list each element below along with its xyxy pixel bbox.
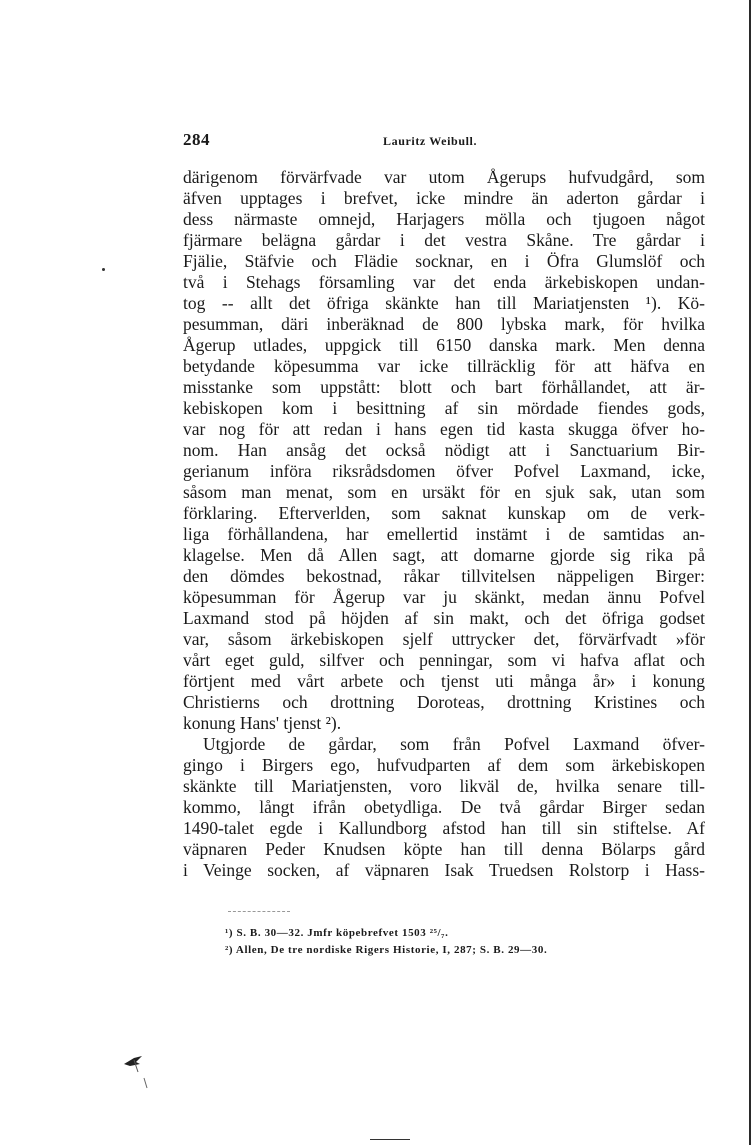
text-line: klagelse. Men då Allen sagt, att domarne gjorde sig rika på [183, 545, 705, 565]
margin-dot [102, 268, 105, 271]
text-line: pesumman, däri inberäknad de 800 lybska mark, för hvilka [183, 314, 705, 334]
text-line: betydande köpesumma var icke tillräcklig för att häfva en [183, 356, 705, 376]
text-line: gerianum införa riksrådsdomen öfver Pofvel Laxmand, icke, [183, 461, 705, 481]
text-line: dess närmaste omnejd, Harjagers mölla och tjugoen något [183, 209, 705, 229]
text-line: tog -- allt det öfriga skänkte han till Mariatjensten ¹). Kö- [183, 293, 705, 313]
text-line: skänkte till Mariatjensten, voro likväl de, hvilka senare till- [183, 776, 705, 796]
text-line: två i Stehags församling var det enda ärkebiskopen undan- [183, 272, 705, 292]
text-line: Fjälie, Stäfvie och Flädie socknar, en i Öfra Glumslöf och [183, 251, 705, 271]
text-line: 1490-talet egde i Kallundborg afstod han till sin stiftelse. Af [183, 818, 705, 838]
text-line: Christierns och drottning Doroteas, drottning Kristines och [183, 692, 705, 712]
text-line: kommo, långt ifrån obetydliga. De två gårdar Birger sedan [183, 797, 705, 817]
text-line: Ågerup utlades, uppgick till 6150 danska mark. Men denna [183, 335, 705, 355]
text-line: konung Hans' tjenst ²). [183, 713, 342, 733]
text-line: misstanke som uppstått: blott och bart förhållandet, att är- [183, 377, 705, 397]
page-number: 284 [183, 130, 210, 149]
page-header [183, 130, 703, 152]
text-line: i Veinge socken, af väpnaren Isak Truedsen Rolstorp i Hass- [183, 860, 705, 880]
text-line: förklaring. Efterverlden, som saknat kunskap om de verk- [183, 503, 705, 523]
text-line: den dömdes bekostnad, råkar tillvitelsen näppeligen Birger: [183, 566, 705, 586]
running-head: Lauritz Weibull. [383, 134, 478, 148]
text-line: kebiskopen kom i besittning af sin mördade fiendes gods, [183, 398, 705, 418]
footnote-separator [228, 911, 290, 912]
footnote: ²) Allen, De tre nordiske Rigers Historie, I, 287; S. B. 29—30. [225, 944, 548, 956]
text-line: var, såsom ärkebiskopen sjelf uttrycker det, förvärfvadt »för [183, 629, 705, 649]
text-line: väpnaren Peder Knudsen köpte han till denna Bölarps gård [183, 839, 705, 859]
text-line: fjärmare belägna gårdar i det vestra Skåne. Tre gårdar i [183, 230, 705, 250]
text-line: Laxmand stod på höjden af sin makt, och det öfriga godset [183, 608, 705, 628]
body-text [183, 167, 705, 881]
footnotes [225, 925, 695, 959]
text-line: gingo i Birgers ego, hufvudparten af dem som ärkebiskopen [183, 755, 705, 775]
page-edge [749, 0, 751, 1145]
text-line: därigenom förvärfvade var utom Ågerups hufvudgård, som [183, 167, 705, 187]
bottom-rule [370, 1139, 410, 1140]
text-line: vårt eget guld, silfver och penningar, som vi hafva aflat och [183, 650, 705, 670]
ink-smudge-mark [120, 1050, 150, 1090]
text-line: var nog för att redan i hans egen tid kasta skugga öfver ho- [183, 419, 705, 439]
text-line: Utgjorde de gårdar, som från Pofvel Laxmand öfver- [203, 734, 705, 754]
text-line: köpesumman för Ågerup var ju skänkt, medan ännu Pofvel [183, 587, 705, 607]
text-line: liga förhållandena, har emellertid instämt i de samtidas an- [183, 524, 705, 544]
text-line: förtjent med vårt arbete och tjenst uti många år» i konung [183, 671, 705, 691]
text-line: äfven upptages i brefvet, icke mindre än aderton gårdar i [183, 188, 705, 208]
footnote: ¹) S. B. 30—32. Jmfr köpebrefvet 1503 ²⁵/₇. [225, 927, 449, 939]
text-line: såsom man menat, som en ursäkt för en sjuk sak, utan som [183, 482, 705, 502]
text-line: nom. Han ansåg det också nödigt att i Sanctuarium Bir- [183, 440, 705, 460]
